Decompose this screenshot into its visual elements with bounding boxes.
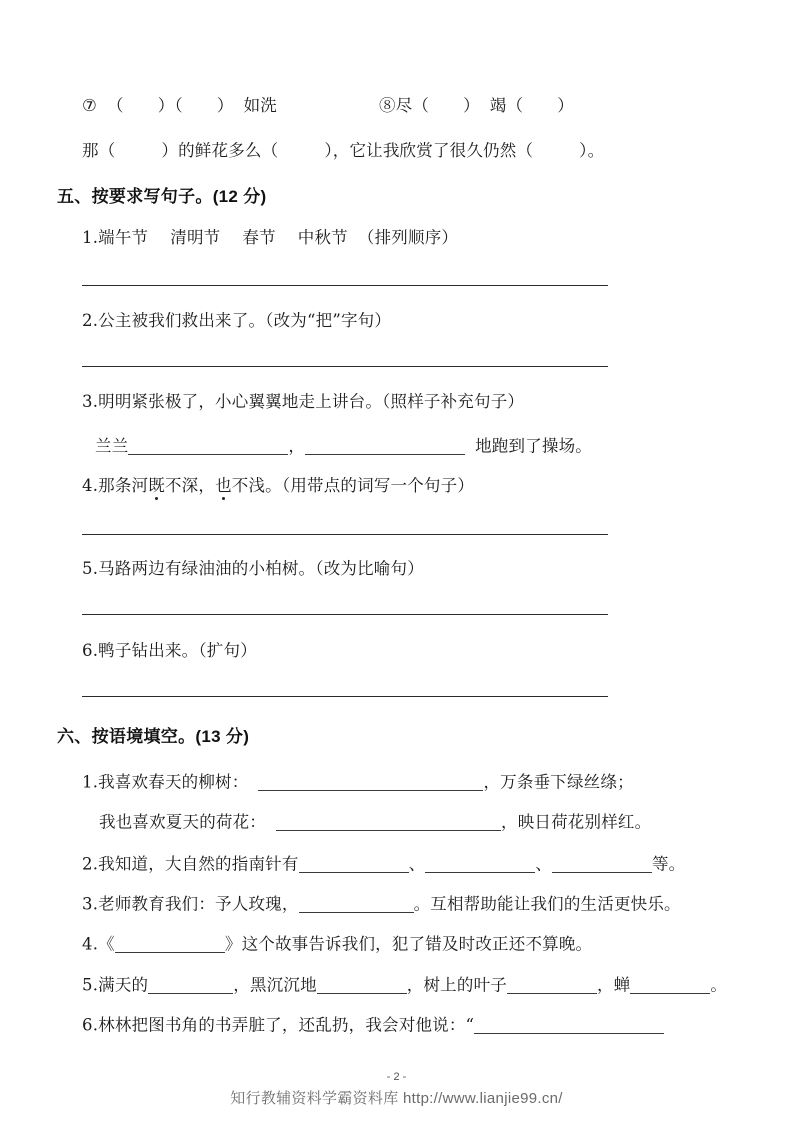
item-suffix: 这个故事告诉我们，犯了错及时改正还不算晚。 — [241, 934, 593, 954]
carryover-sentence-part-d: ）。 — [579, 141, 605, 160]
carryover-sentence-part-a: 那（ — [82, 141, 116, 160]
item-text: 马路两边有绿油油的小柏树。（改为比喻句） — [98, 559, 424, 578]
item-number: 2. — [82, 311, 99, 330]
item-prefix: 林林把图书角的书弄脏了，还乱扔，我会对他说：“ — [98, 1015, 475, 1035]
item-number: 4. — [82, 934, 99, 954]
section-five-item-2 — [82, 313, 391, 330]
section-five-heading: 五、按要求写句子。(12 分) — [57, 187, 267, 206]
blank-6-5-b[interactable] — [317, 976, 407, 994]
item-number: 5. — [82, 559, 99, 578]
item-text-part-3: 不浅。（用带点的词写一个句子） — [231, 476, 475, 495]
section-six-item-5 — [82, 976, 727, 994]
item-prefix: 我也喜欢夏天的荷花： — [99, 812, 266, 832]
section-five-item-4 — [82, 478, 474, 495]
item-suffix: ，映日荷花别样红。 — [501, 812, 652, 832]
item-number: 3. — [82, 392, 99, 411]
item-hint: （排列顺序） — [357, 228, 459, 247]
item-text: 鸭子钻出来。（扩句） — [98, 641, 257, 660]
item-number: 1. — [82, 228, 99, 247]
item-number: 6. — [82, 641, 99, 660]
blank-6-5-a[interactable] — [148, 976, 233, 994]
item-suffix: ，万条垂下绿丝绦； — [483, 772, 634, 792]
section-six-item-6 — [82, 1016, 664, 1034]
item-prefix: 老师教育我们：予人玫瑰， — [98, 894, 299, 914]
section-five-item-3-fillin — [95, 437, 592, 455]
section-five-item-3 — [82, 394, 524, 411]
idiom-line-7-8 — [82, 98, 574, 115]
item-part-2: ，黑沉沉地 — [233, 975, 317, 995]
idiom-8-paren-close-2: ） — [557, 96, 574, 115]
blank-5-3-b[interactable] — [305, 437, 465, 455]
blank-6-2-a[interactable] — [299, 855, 409, 873]
carryover-sentence-part-b: ）的鲜花多么（ — [161, 141, 279, 160]
idiom-8-marker: ⑧ — [378, 96, 396, 115]
item-text: 公主被我们救出来了。（改为“把”字句） — [98, 311, 392, 330]
carryover-sentence-part-c: ），它让我欣赏了很久仍然（ — [324, 141, 534, 160]
blank-6-5-c[interactable] — [507, 976, 597, 994]
item-part-3: ，树上的叶子 — [406, 975, 507, 995]
item-number: 2. — [82, 854, 99, 874]
item-text-part-1: 那条河 — [98, 476, 149, 495]
page-number: - 2 - — [386, 1071, 407, 1083]
blank-6-6[interactable] — [474, 1016, 664, 1034]
answer-rule-5-6[interactable] — [82, 696, 608, 697]
section-five-item-5 — [82, 561, 424, 578]
blank-5-3-a[interactable] — [128, 437, 288, 455]
idiom-8-paren-open-2: （ — [506, 96, 524, 115]
item-part-5: 。 — [710, 975, 728, 995]
emphasis-char-ye: 也 — [215, 476, 232, 495]
item-number: 1. — [82, 772, 99, 792]
idiom-7-marker: ⑦ — [82, 96, 97, 115]
section-six-item-1-line-1 — [82, 773, 634, 791]
idiom-8-mid: 竭 — [489, 96, 507, 115]
item-number: 5. — [82, 975, 99, 995]
section-six-item-2 — [82, 855, 685, 873]
section-six-heading: 六、按语境填空。(13 分) — [57, 727, 250, 746]
item-number: 3. — [82, 894, 99, 914]
blank-6-2-b[interactable] — [425, 855, 535, 873]
answer-rule-5-1[interactable] — [82, 285, 608, 286]
section-five-item-1 — [82, 230, 458, 247]
blank-6-3[interactable] — [299, 895, 414, 913]
idiom-8-head: 尽 — [395, 96, 413, 115]
idiom-7-tail: 如洗 — [243, 96, 277, 115]
item-part-4: ，蝉 — [596, 975, 631, 995]
item-prefix: 我喜欢春天的柳树： — [98, 772, 249, 792]
idiom-7-paren-open-2: （ — [174, 96, 183, 115]
answer-rule-5-4[interactable] — [82, 534, 608, 535]
idiom-8-paren-close-1: ） — [463, 96, 480, 115]
fillin-suffix: 地跑到了操场。 — [475, 436, 593, 456]
item-text-2: 清明节 — [170, 228, 221, 247]
fillin-prefix: 兰兰 — [95, 436, 129, 456]
section-five-item-6 — [82, 643, 257, 660]
item-suffix: 等。 — [651, 854, 686, 874]
book-title-close: 》 — [224, 934, 242, 954]
idiom-7-paren-open-1: （ — [107, 96, 124, 115]
item-separator-1: 、 — [408, 854, 426, 874]
blank-6-1-a[interactable] — [258, 773, 483, 791]
section-six-item-1-line-2 — [99, 813, 651, 831]
answer-rule-5-5[interactable] — [82, 614, 608, 615]
emphasis-char-ji: 既 — [148, 476, 165, 495]
blank-6-1-b[interactable] — [276, 813, 501, 831]
blank-6-2-c[interactable] — [552, 855, 652, 873]
idiom-7-paren-close-1: ） — [157, 96, 175, 115]
book-title-open: 《 — [98, 934, 115, 954]
section-six-item-3 — [82, 895, 681, 913]
item-part-1: 满天的 — [98, 975, 149, 995]
idiom-7-paren-close-2: ） — [216, 96, 234, 115]
item-number: 6. — [82, 1015, 99, 1035]
blank-6-4[interactable] — [115, 935, 225, 953]
item-text-1: 端午节 — [98, 228, 149, 247]
item-text-4: 中秋节 — [297, 228, 348, 247]
carryover-sentence-line — [82, 143, 604, 160]
item-separator-2: 、 — [535, 854, 552, 874]
item-number: 4. — [82, 476, 99, 495]
watermark-source: 知行教辅资料学霸资料库 http://www.lianjie99.cn/ — [230, 1090, 563, 1107]
fillin-comma: ， — [288, 436, 306, 456]
answer-rule-5-2[interactable] — [82, 366, 608, 367]
blank-6-5-d[interactable] — [630, 976, 710, 994]
item-text: 明明紧张极了，小心翼翼地走上讲台。（照样子补充句子） — [98, 392, 525, 411]
item-prefix: 我知道，大自然的指南针有 — [98, 854, 299, 874]
item-text-part-2: 不深， — [164, 476, 216, 495]
section-six-item-4 — [82, 935, 592, 953]
idiom-8-paren-open-1: （ — [412, 96, 430, 115]
item-suffix: 。互相帮助能让我们的生活更快乐。 — [413, 894, 681, 914]
item-text-3: 春节 — [242, 228, 276, 247]
